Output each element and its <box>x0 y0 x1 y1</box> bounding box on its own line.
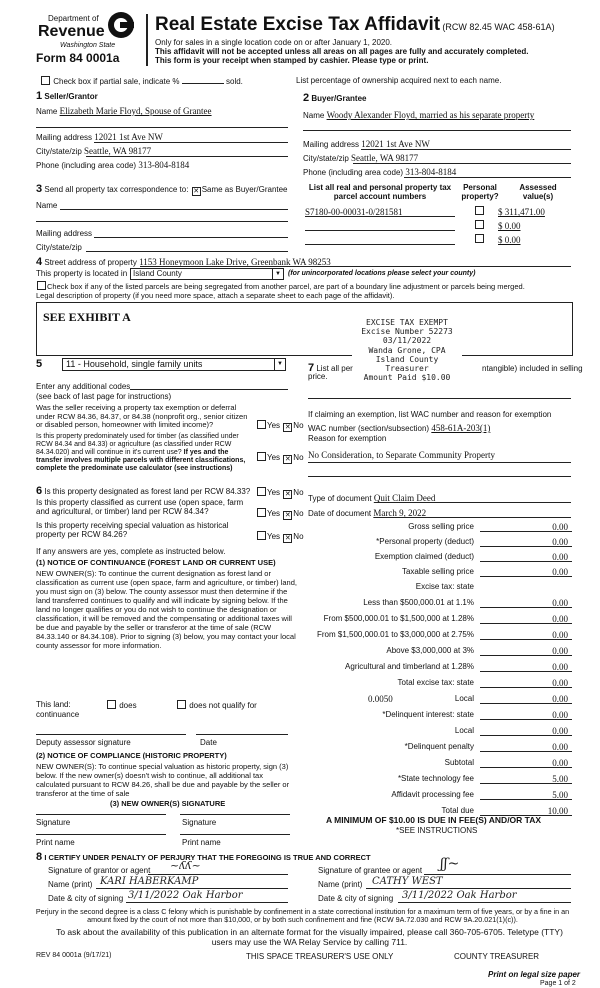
legal-description-box[interactable] <box>36 302 573 356</box>
sec7-price: price. <box>308 372 328 381</box>
seller-mail[interactable]: 12021 1st Ave NW <box>94 132 163 142</box>
sec3-label: Send all property tax correspondence to: <box>44 185 189 194</box>
ownership-note: List percentage of ownership acquired next to each name. <box>296 76 502 85</box>
tax-value[interactable]: 0.00 <box>552 646 568 656</box>
seller-phone-label: Phone (including area code) <box>36 161 137 170</box>
owner-print-label: Print name <box>36 838 75 847</box>
local-rate[interactable]: 0.0050 <box>368 694 393 704</box>
county-select[interactable] <box>130 268 284 280</box>
partial-sale-checkbox[interactable] <box>41 76 50 85</box>
assessed-value[interactable]: $ 311,471.00 <box>498 207 545 217</box>
tax-label: Excise tax: state <box>415 582 474 591</box>
stamp-line1: EXCISE TAX EXEMPT <box>366 318 448 327</box>
sec3-mail-label: Mailing address <box>36 229 93 238</box>
sec8-number: 8 <box>36 851 43 863</box>
owner-print-label-2: Print name <box>182 838 221 847</box>
exhibit-text: SEE EXHIBIT A <box>43 310 131 324</box>
buyer-mail-label: Mailing address <box>303 140 360 149</box>
q1-no-checkbox[interactable] <box>283 423 292 432</box>
page-number: Page 1 of 2 <box>540 980 576 987</box>
stamp-line5: Island County Treasurer <box>375 354 439 373</box>
tax-label: From $1,500,000.01 to $3,000,000 at 2.75% <box>316 630 474 639</box>
tax-label: Taxable selling price <box>401 567 474 576</box>
q-forest: Is this property designated as forest land per RCW 84.33? <box>44 487 251 496</box>
parcel-head1: List all real and personal property tax <box>308 183 452 192</box>
tax-label: Gross selling price <box>408 522 474 531</box>
q-current-use: Is this property classified as current use (open space, farm and agricultural, or timber) land per RCW 84.34? <box>36 498 244 517</box>
tax-value[interactable]: 0.00 <box>552 710 568 720</box>
treasurer-use-label: THIS SPACE TREASURER'S USE ONLY <box>246 952 394 961</box>
sec5-number: 5 <box>36 358 43 370</box>
sec6-number: 6 <box>36 485 43 497</box>
owner-signature-label-2: Signature <box>182 818 217 827</box>
seller-city[interactable]: Seattle, WA 98177 <box>84 146 152 156</box>
parcel-account[interactable]: S7180-00-00031-0/281581 <box>305 207 403 217</box>
grantee-name[interactable]: CATHY WEST <box>372 876 443 887</box>
tax-label: *Personal property (deduct) <box>376 537 474 546</box>
exemption-heading: If claiming an exemption, list WAC number and reason for exemption <box>308 410 552 419</box>
doc-date-label: Date of document <box>308 509 372 518</box>
segregated-label: Check box if any of the listed parcels are being segregated from another parcel, are part of a boundary line adjustment or parcels being merged. <box>47 282 525 291</box>
seller-heading: Seller/Grantor <box>44 92 98 101</box>
q-exemption-deferral: Was the seller receiving a property tax exemption or deferral under RCW 84.36, 84.37, or 84.38 (nonprofit org., senior citizen or disabled person, homeowner with limited income)? <box>36 403 248 430</box>
grantee-sig-label: Signature of grantee or agent <box>318 866 423 875</box>
no-label: No <box>293 532 304 541</box>
q1-yes-checkbox[interactable] <box>257 420 266 429</box>
dor-logo <box>36 14 136 68</box>
land-use-select[interactable] <box>62 358 286 371</box>
street-address[interactable]: 1153 Honeymoon Lake Drive, Greenbank WA 98253 <box>139 257 331 267</box>
grantee-date-label: Date & city of signing <box>318 894 394 903</box>
partial-sale-label: Check box if partial sale, indicate % <box>53 77 180 86</box>
grantor-signature[interactable]: ~ʎʎ~ <box>170 859 201 872</box>
buyer-city-label: City/state/zip <box>303 154 349 163</box>
legal-size-note: Print on legal size paper <box>488 970 581 979</box>
tax-label: Local <box>454 726 474 735</box>
seller-city-label: City/state/zip <box>36 147 82 156</box>
yes-label: Yes <box>267 488 281 497</box>
seller-name[interactable]: Elizabeth Marie Floyd, Spouse of Grantee <box>59 106 212 116</box>
tax-value[interactable]: 0.00 <box>552 630 568 640</box>
sec3-number: 3 <box>36 183 43 195</box>
header-divider <box>146 14 148 66</box>
grantee-signature[interactable]: ʃʃ~ <box>440 856 460 872</box>
chevron-down-icon: ▼ <box>274 359 285 370</box>
personal-property-checkbox[interactable] <box>475 234 484 243</box>
doc-date[interactable]: March 9, 2022 <box>373 508 427 518</box>
grantor-sig-label: Signature of grantor or agent <box>48 866 151 875</box>
tax-label: Less than $500,000.01 at 1.1% <box>363 598 474 607</box>
does-checkbox[interactable] <box>107 700 116 709</box>
tax-label: From $500,000.01 to $1,500,000 at 1.28% <box>323 614 474 623</box>
continuance-label: continuance <box>36 710 80 719</box>
tax-label: Subtotal <box>444 758 474 767</box>
does-not-label: does not qualify for <box>189 701 257 710</box>
tax-label: Above $3,000,000 at 3% <box>386 646 474 655</box>
header-line1: Only for sales in a single location code on or after January 1, 2020. <box>155 38 393 47</box>
perjury-notice: Perjury in the second degree is a class C felony which is punishable by confinement in a state correctional institution for a maximum term of five years, or by a fine in an amount fixed by the court of not more than $10,000, or by both such confinement and fine (RCW 9A.72.030 and RCW 9A.20.021(1)(c)). <box>35 907 570 925</box>
q-historic: Is this property receiving special valuation as historical property per RCW 84.26? <box>36 521 229 540</box>
alt-format-notice: To ask about the availability of this publication in an alternate format for the visually impaired, please call 360-705-6705. Teletype (TTY) users may use the WA Relay Service by calling 711. <box>56 927 563 947</box>
form-number: Form 84 0001a <box>36 51 120 65</box>
form-title: Real Estate Excise Tax Affidavit <box>155 14 441 35</box>
doc-type[interactable]: Quit Claim Deed <box>373 493 436 503</box>
tax-label: Exemption claimed (deduct) <box>374 552 474 561</box>
tax-value[interactable]: 5.00 <box>552 790 568 800</box>
deputy-date-label: Date <box>200 738 217 747</box>
tax-label: Total due <box>441 806 474 815</box>
does-label: does <box>119 701 137 710</box>
grantee-date-city[interactable]: 3/11/2022 Oak Harbor <box>402 890 517 901</box>
rcw-ref: (RCW 82.45 WAC 458-61A) <box>442 22 555 32</box>
stamp-line6: Amount Paid $10.00 <box>363 373 451 383</box>
tax-value[interactable]: 0.00 <box>552 598 568 608</box>
new-owner-sig-heading: (3) NEW OWNER(S) SIGNATURE <box>110 799 226 808</box>
tax-value[interactable]: 5.00 <box>552 774 568 784</box>
notice-continuance-heading: (1) NOTICE OF CONTINUANCE (FOREST LAND OR CURRENT USE) <box>36 558 276 567</box>
buyer-city[interactable]: Seattle, WA 98177 <box>351 153 419 163</box>
tax-label: *Delinquent interest: state <box>382 710 474 719</box>
doc-type-label: Type of document <box>308 494 372 503</box>
stamp-line3: 03/11/2022 <box>382 336 432 346</box>
dept-line2: Revenue <box>38 23 105 40</box>
grantor-name-label: Name (print) <box>48 880 93 889</box>
county-value: Island County <box>133 269 182 278</box>
header-line2: This affidavit will not be accepted unless all areas on all pages are fully and accurately completed. <box>155 47 529 56</box>
tax-value[interactable]: 0.00 <box>552 537 568 547</box>
buyer-phone-label: Phone (including area code) <box>303 168 404 177</box>
buyer-heading: Buyer/Grantee <box>311 94 367 103</box>
tax-value[interactable]: 0.00 <box>552 522 568 532</box>
assessed-head1: Assessed <box>519 183 557 192</box>
grantor-name[interactable]: KARI HABERKAMP <box>100 876 199 887</box>
street-label: Street address of property <box>44 258 137 267</box>
yes-label: Yes <box>267 453 281 462</box>
stamp-line2: Excise Number 52273 <box>361 327 453 337</box>
personal-head2: property? <box>461 192 499 202</box>
land-use-value: 11 - Household, single family units <box>66 359 203 369</box>
exempt-stamp <box>352 318 462 382</box>
tax-value[interactable]: 0.00 <box>552 742 568 752</box>
q6-yes-checkbox[interactable] <box>257 487 266 496</box>
assessed-value[interactable]: $ 0.00 <box>498 235 521 245</box>
tax-value[interactable]: 0.00 <box>552 552 568 562</box>
if-any-yes: If any answers are yes, complete as instructed below. <box>36 547 226 556</box>
same-as-buyer-checkbox[interactable] <box>192 187 201 196</box>
q-timber-note: If yes and the transfer involves multiple parcels with different classifications, complete the predominate use calculator (see instructions) <box>36 449 246 473</box>
exemption-reason[interactable]: No Consideration, to Separate Community Property <box>308 450 495 460</box>
grantee-name-label: Name (print) <box>318 880 363 889</box>
q6b-yes-checkbox[interactable] <box>257 508 266 517</box>
same-as-buyer-label: Same as Buyer/Grantee <box>201 185 288 194</box>
buyer-name-label: Name <box>303 111 325 120</box>
no-label: No <box>293 488 304 497</box>
personal-property-checkbox[interactable] <box>475 220 484 229</box>
grantor-date-city[interactable]: 3/11/2022 Oak Harbor <box>128 890 243 901</box>
seller-phone[interactable]: 313-804-8184 <box>138 160 190 170</box>
wac-label: WAC number (section/subsection) <box>308 424 430 433</box>
tax-label: *State technology fee <box>397 774 474 783</box>
tax-label: Affidavit processing fee <box>391 790 474 799</box>
unincorp-note: (for unincorporated locations please select your county) <box>288 270 476 277</box>
assessed-value[interactable]: $ 0.00 <box>498 221 521 231</box>
personal-property-checkbox[interactable] <box>475 206 484 215</box>
q6c-no-checkbox[interactable] <box>283 534 292 543</box>
tax-value[interactable]: 0.00 <box>552 726 568 736</box>
tax-value[interactable]: 0.00 <box>552 694 568 704</box>
tax-label: *Delinquent penalty <box>404 742 474 751</box>
minimum-due: A MINIMUM OF $10.00 IS DUE IN FEE(S) AND/OR TAX <box>326 815 542 825</box>
sec3-name-label: Name <box>36 201 58 210</box>
buyer-name[interactable]: Woody Alexander Floyd, married as his separate property <box>326 110 535 120</box>
dept-line1: Department of <box>48 14 99 23</box>
personal-head1: Personal <box>463 183 497 192</box>
tax-value[interactable]: 10.00 <box>547 806 568 816</box>
q-timber: Is this property predominately used for timber (as classified under RCW 84.34 and 84.33) or agriculture (as classified under RCW 84.34.020) and will continue in it's current use? <box>36 433 239 457</box>
chevron-down-icon: ▼ <box>272 269 283 279</box>
parcel-head2: parcel account numbers <box>333 192 427 202</box>
legal-desc-label: Legal description of property (if you need more space, attach a separate sheet to each page of the affidavit). <box>36 291 395 300</box>
no-label: No <box>293 509 304 518</box>
sec7-label: List all per <box>316 364 353 373</box>
no-label: No <box>293 453 304 462</box>
sec7-tail: ntangible) included in selling <box>482 364 583 373</box>
grantor-date-label: Date & city of signing <box>48 894 124 903</box>
q2-yes-checkbox[interactable] <box>257 452 266 461</box>
sec4-number: 4 <box>36 256 43 268</box>
segregated-checkbox[interactable] <box>37 281 46 290</box>
seller-name-label: Name <box>36 107 58 116</box>
stamp-line4: Wanda Grone, CPA <box>368 345 446 355</box>
seller-mail-label: Mailing address <box>36 133 93 142</box>
codes-label: Enter any additional codes <box>36 382 131 391</box>
tax-value[interactable]: 0.00 <box>552 614 568 624</box>
partial-sale-sold: sold. <box>226 77 243 86</box>
notice-continuance-text: NEW OWNER(S): To continue the current designation as forest land or classification as current use (open space, farm and agriculture, or timber) land, you must sign on (3) below. The county assessor must then determine if the land transferred continues to qualify and will indicate by signing below. If the land no longer qualifies or you do not wish to continue the designation or classification, it will be removed and the compensating or additional taxes will be due and payable by the seller or transferor at the time of sale (RCW 84.33.140 or 84.34.108). Prior to signing (3) below, you may contact your local county assessor for more information. <box>36 569 297 650</box>
tax-value[interactable]: 0.00 <box>552 567 568 577</box>
yes-label: Yes <box>267 532 281 541</box>
certify-text: I CERTIFY UNDER PENALTY OF PERJURY THAT THE FOREGOING IS TRUE AND CORRECT <box>44 853 371 862</box>
tax-label: Agricultural and timberland at 1.28% <box>345 662 474 671</box>
tax-value[interactable]: 0.00 <box>552 662 568 672</box>
county-treasurer-label: COUNTY TREASURER <box>454 952 540 961</box>
reason-label: Reason for exemption <box>308 434 387 443</box>
sec7-number: 7 <box>308 362 315 374</box>
sec3-city-label: City/state/zip <box>36 243 82 252</box>
located-label: This property is located in <box>36 269 128 278</box>
assessed-head2: value(s) <box>522 192 554 202</box>
q6b-no-checkbox[interactable] <box>283 511 292 520</box>
yes-label: Yes <box>267 509 281 518</box>
tax-value[interactable]: 0.00 <box>552 678 568 688</box>
notice-compliance-heading: (2) NOTICE OF COMPLIANCE (HISTORIC PROPERTY) <box>36 751 227 760</box>
wac-number[interactable]: 458-61A-203(1) <box>431 423 491 433</box>
header-line3: This form is your receipt when stamped by cashier. Please type or print. <box>155 56 429 65</box>
see-back: (see back of last page for instructions) <box>36 392 172 401</box>
revision-label: REV 84 0001a (9/17/21) <box>36 952 112 959</box>
tax-value[interactable]: 0.00 <box>552 758 568 768</box>
see-instructions: *SEE INSTRUCTIONS <box>396 826 478 835</box>
tax-label: Total excise tax: state <box>397 678 474 687</box>
this-land-label: This land: <box>36 700 71 709</box>
buyer-mail[interactable]: 12021 1st Ave NW <box>361 139 430 149</box>
sec1-number: 1 <box>36 90 43 102</box>
does-not-checkbox[interactable] <box>177 700 186 709</box>
owner-signature-label: Signature <box>36 818 71 827</box>
revenue-swirl-icon <box>108 12 134 38</box>
q6c-yes-checkbox[interactable] <box>257 531 266 540</box>
tax-label: Local <box>454 694 474 703</box>
notice-compliance-text: NEW OWNER(S): To continue special valuation as historic property, sign (3) below. If the new owner(s) doesn't wish to continue, all additional tax calculated pursuant to RCW 84.26, shall be due and payable by the seller or transferor at the time of sale <box>36 762 290 798</box>
buyer-phone[interactable]: 313-804-8184 <box>405 167 457 177</box>
deputy-sig-label: Deputy assessor signature <box>36 738 131 747</box>
sec2-number: 2 <box>303 92 310 104</box>
q6-no-checkbox[interactable] <box>283 490 292 499</box>
dept-line3: Washington State <box>60 42 116 49</box>
q2-no-checkbox[interactable] <box>283 455 292 464</box>
yes-label: Yes <box>267 421 281 430</box>
no-label: No <box>293 421 304 430</box>
